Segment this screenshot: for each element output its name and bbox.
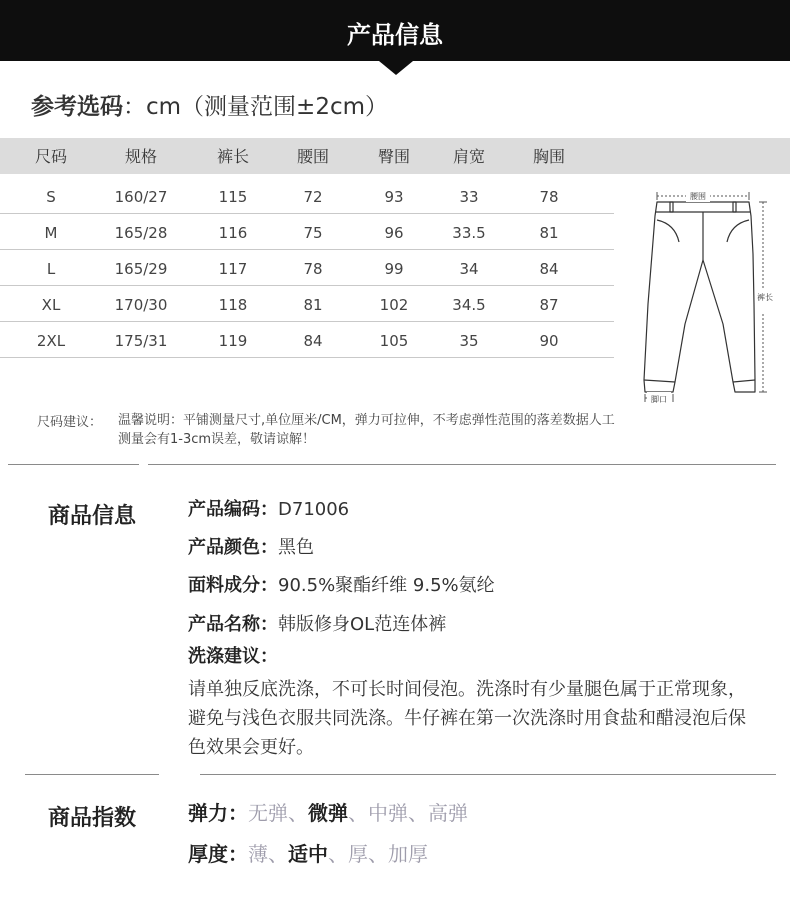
- cell-length: 117: [218, 260, 248, 278]
- cell-spec: 165/28: [114, 224, 168, 242]
- table-row: [0, 322, 614, 358]
- cell-spec: 160/27: [114, 188, 168, 206]
- cell-size: 2XL: [36, 332, 66, 350]
- divider: [25, 774, 159, 775]
- size-advice-text: 温馨说明：平铺测量尺寸,单位厘米/CM，弹力可拉伸，不考虑弹性范围的落差数据人工测量会有1-3cm误差，敬请谅解！: [118, 413, 615, 447]
- cell-hip: 105: [379, 332, 409, 350]
- header-chest: 胸围: [532, 147, 565, 166]
- elasticity-row: [188, 799, 468, 827]
- thickness-option: 适中: [288, 842, 328, 866]
- table-row: [0, 250, 614, 286]
- cell-spec: 175/31: [114, 332, 168, 350]
- cell-shoulder: 34.5: [452, 296, 486, 314]
- belt-loop: [733, 202, 736, 212]
- fabric-label: 面料成分：: [188, 575, 278, 596]
- cell-size: L: [46, 260, 56, 278]
- right-pocket: [727, 220, 749, 242]
- banner-title: 产品信息: [347, 21, 443, 49]
- cell-waist: 78: [303, 260, 323, 278]
- table-row: [0, 286, 614, 322]
- product-color-label: 产品颜色：: [188, 537, 278, 558]
- cell-chest: 90: [539, 332, 559, 350]
- cell-spec: 165/29: [114, 260, 168, 278]
- wash-advice-row: [188, 644, 278, 670]
- thickness-option: 薄: [248, 842, 268, 866]
- header-shoulder: 肩宽: [452, 147, 485, 166]
- product-name-row: [188, 612, 446, 638]
- product-code: D71006: [278, 499, 350, 520]
- size-reference: [31, 91, 388, 123]
- product-info-title: 商品信息: [48, 504, 137, 529]
- option-separator: 、: [368, 842, 388, 866]
- option-separator: 、: [328, 842, 348, 866]
- product-code-row: [188, 497, 349, 523]
- cell-length: 116: [218, 224, 248, 242]
- cell-length: 119: [218, 332, 248, 350]
- cell-waist: 75: [303, 224, 323, 242]
- header-size: 尺码: [34, 147, 67, 166]
- table-row: [0, 178, 614, 214]
- left-hem-line: [644, 380, 675, 382]
- cell-hip: 96: [384, 224, 404, 242]
- elasticity-option: 高弹: [428, 801, 468, 825]
- size-advice-label: 尺码建议：: [37, 415, 103, 430]
- product-name-label: 产品名称：: [188, 614, 278, 635]
- product-index-title: 商品指数: [48, 806, 137, 831]
- divider: [148, 464, 776, 465]
- cell-shoulder: 34: [459, 260, 479, 278]
- thickness-option: 加厚: [388, 842, 428, 866]
- option-separator: 、: [348, 801, 368, 825]
- size-reference-label: 参考选码: [31, 94, 123, 120]
- thickness-row: [188, 840, 428, 868]
- option-separator: 、: [268, 842, 288, 866]
- cell-spec: 170/30: [114, 296, 168, 314]
- cell-size: XL: [41, 296, 61, 314]
- cell-waist: 81: [303, 296, 323, 314]
- cell-hip: 102: [379, 296, 409, 314]
- header-length: 裤长: [216, 147, 249, 166]
- table-row: [0, 214, 614, 250]
- cell-chest: 84: [539, 260, 559, 278]
- option-separator: 、: [408, 801, 428, 825]
- thickness-option: 厚: [348, 842, 368, 866]
- cell-chest: 78: [539, 188, 559, 206]
- left-pocket: [657, 220, 679, 242]
- divider: [200, 774, 776, 775]
- cell-chest: 87: [539, 296, 559, 314]
- cell-length: 115: [218, 188, 248, 206]
- pants-measurement-diagram: [635, 184, 775, 409]
- product-color-row: [188, 535, 314, 561]
- elasticity-option: 微弹: [308, 801, 348, 825]
- diagram-waist-label: 腰围: [690, 192, 706, 201]
- banner-notch: [379, 61, 413, 75]
- fabric-row: [188, 573, 495, 599]
- header-hip: 臀围: [377, 147, 410, 166]
- belt-loop: [670, 202, 673, 212]
- diagram-hem-label: 脚口: [651, 395, 667, 404]
- divider: [8, 464, 139, 465]
- cell-waist: 84: [303, 332, 323, 350]
- right-hem-line: [733, 380, 755, 382]
- section-banner: [0, 0, 790, 61]
- cell-waist: 72: [303, 188, 323, 206]
- cell-shoulder: 33.5: [452, 224, 486, 242]
- size-table-header: [0, 138, 790, 174]
- cell-length: 118: [218, 296, 248, 314]
- cell-size: M: [44, 224, 58, 242]
- elasticity-option: 中弹: [368, 801, 408, 825]
- product-code-label: 产品编码：: [188, 499, 278, 520]
- pants-outline: [644, 202, 755, 392]
- elasticity-option: 无弹: [248, 801, 288, 825]
- product-name: 韩版修身OL范连体裤: [278, 614, 447, 635]
- option-separator: 、: [288, 801, 308, 825]
- cell-hip: 99: [384, 260, 404, 278]
- header-waist: 腰围: [296, 147, 329, 166]
- size-reference-text: ：cm（测量范围±2cm）: [123, 94, 389, 120]
- elasticity-label: 弹力：: [188, 801, 248, 825]
- cell-chest: 81: [539, 224, 559, 242]
- cell-hip: 93: [384, 188, 404, 206]
- thickness-label: 厚度：: [188, 842, 248, 866]
- header-spec: 规格: [124, 147, 157, 166]
- wash-advice-text: 请单独反底洗涤，不可长时间侵泡。洗涤时有少量腿色属于正常现象，避免与浅色衣服共同洗涤。牛仔裤在第一次洗涤时用食盐和醋浸泡后保色效果会更好。: [188, 679, 746, 758]
- fabric-composition: 90.5%聚酯纤维 9.5%氨纶: [278, 575, 495, 596]
- cell-shoulder: 35: [459, 332, 479, 350]
- wash-advice-label: 洗涤建议：: [188, 646, 278, 667]
- diagram-length-label: 裤长: [757, 293, 773, 302]
- cell-shoulder: 33: [459, 188, 479, 206]
- cell-size: S: [46, 188, 56, 206]
- product-color: 黑色: [278, 537, 314, 558]
